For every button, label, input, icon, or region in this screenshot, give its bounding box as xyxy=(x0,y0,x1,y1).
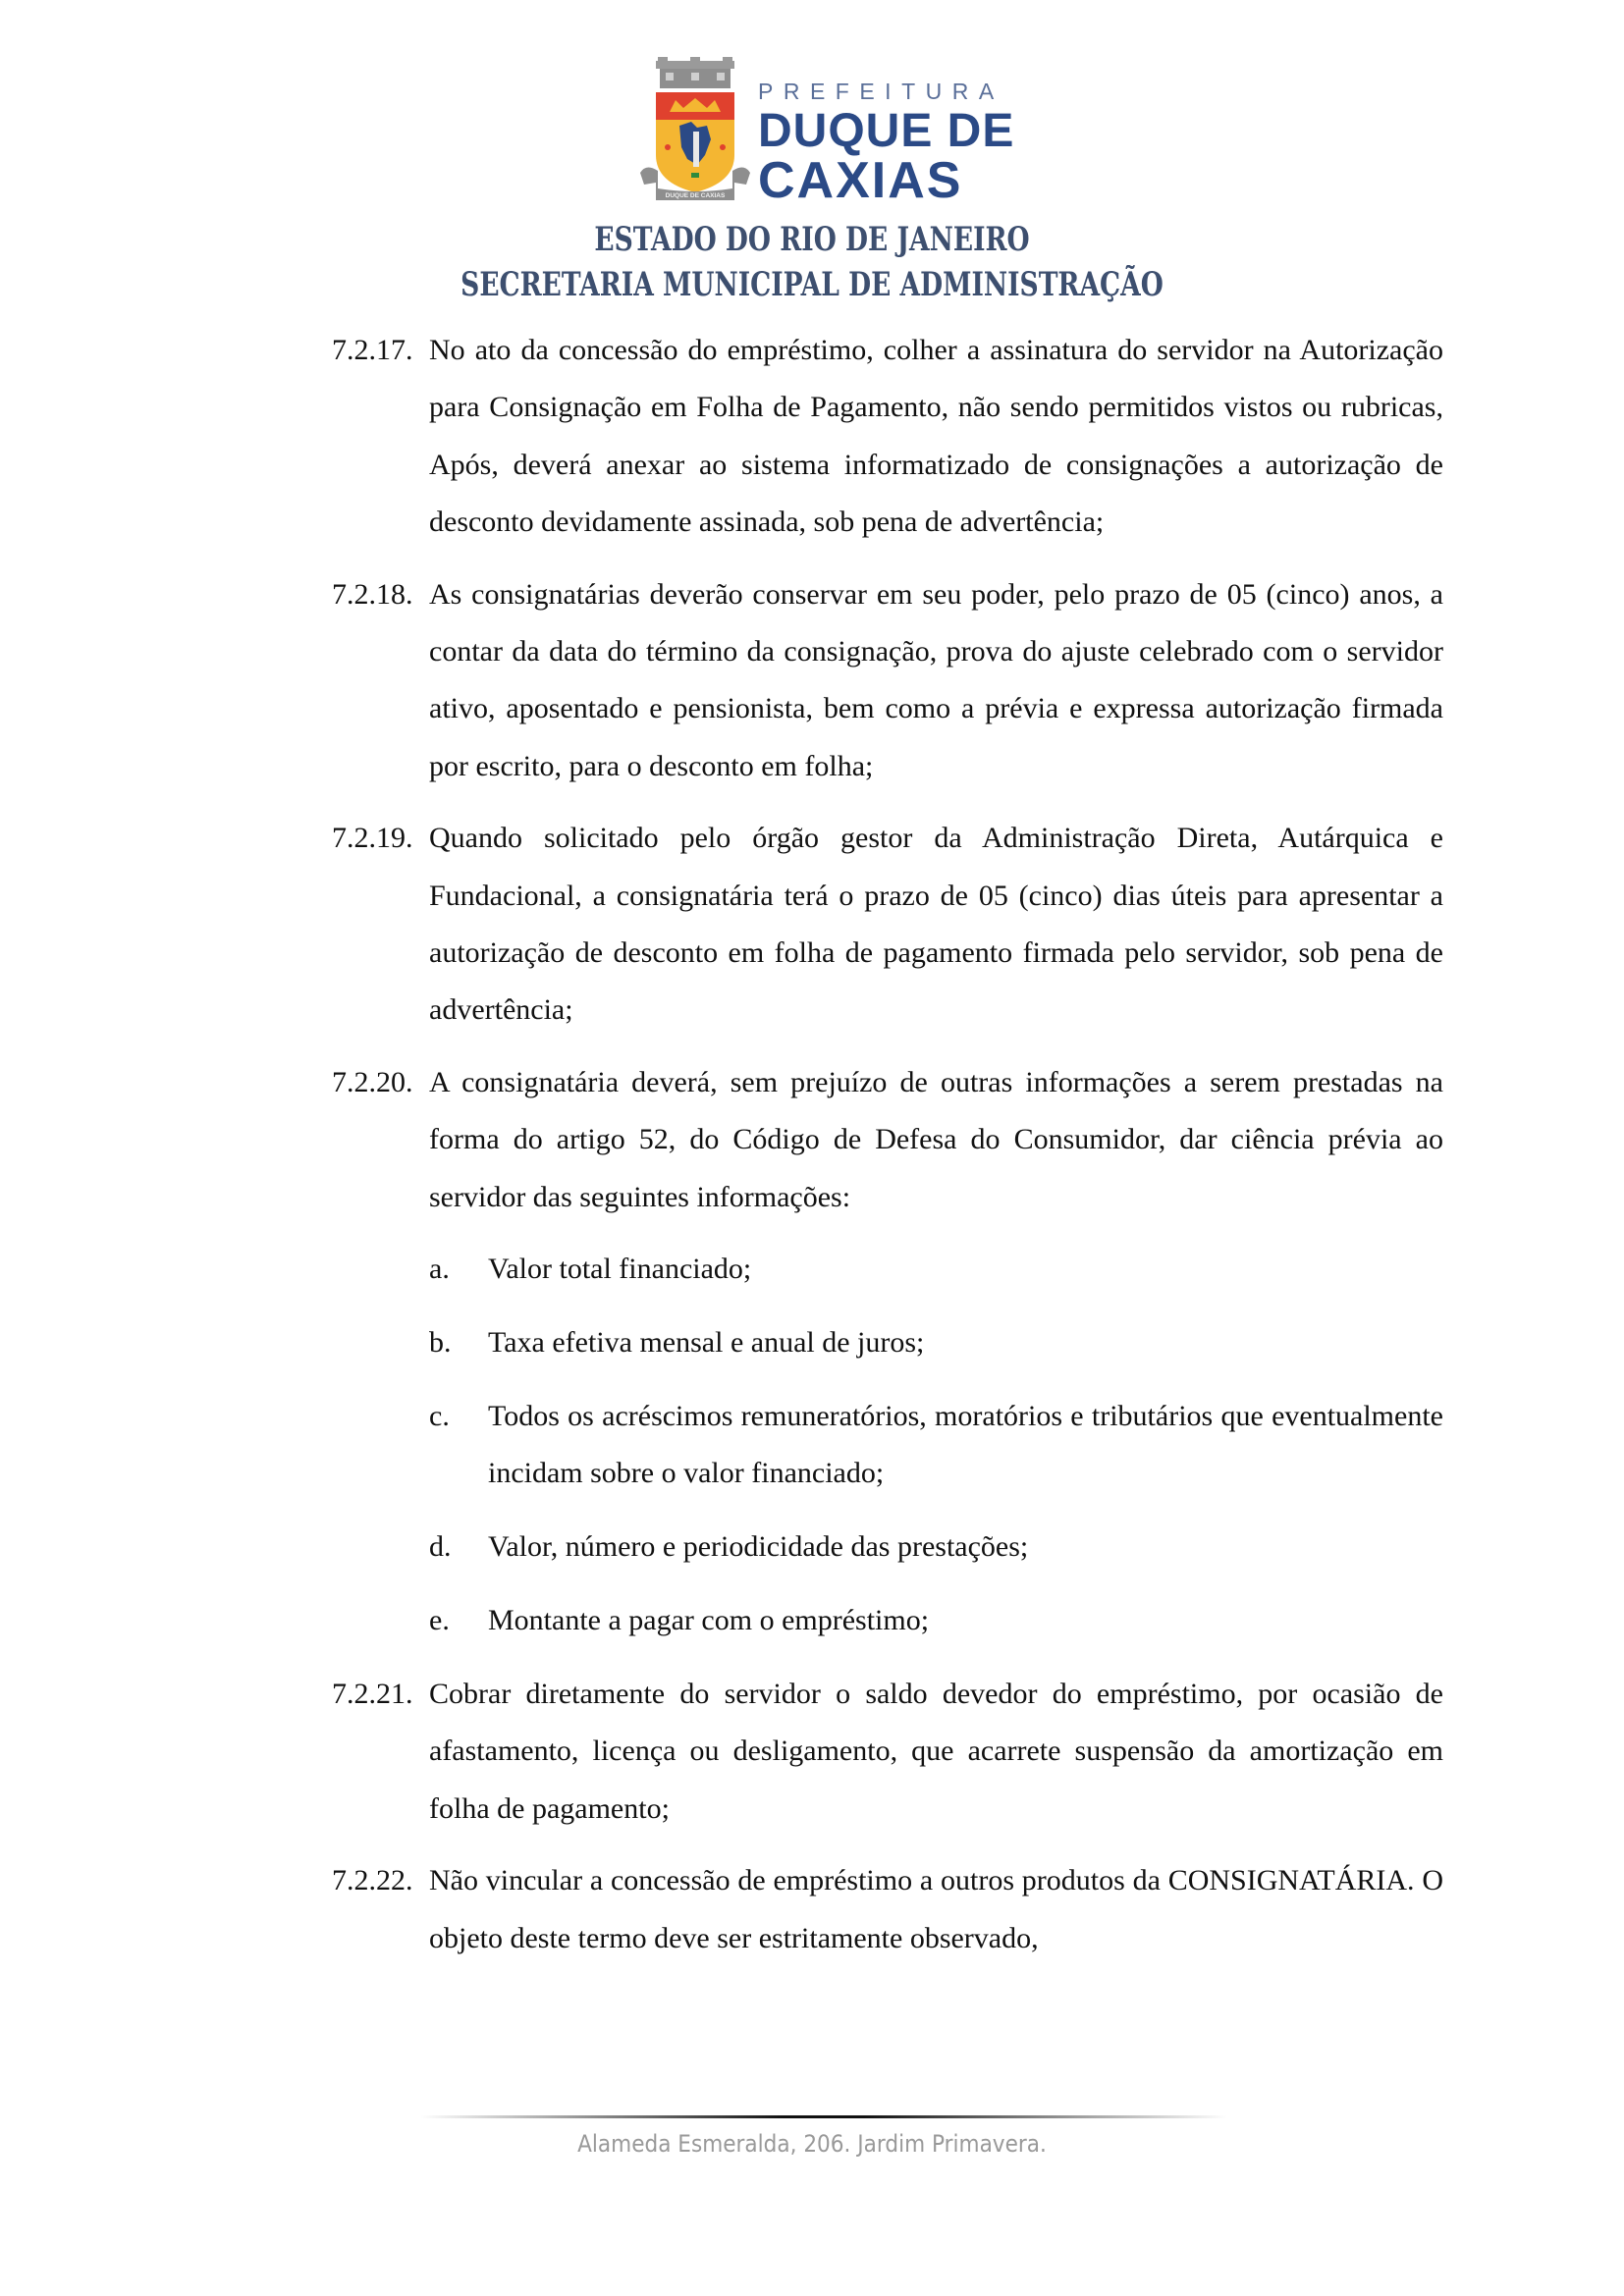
clause-text: Cobrar diretamente do servidor o saldo devedor do empréstimo, por ocasião de afastamento, licença ou desligamento, que acarrete suspensão da amortização em folha de pagamento; xyxy=(429,1678,1443,1825)
coat-of-arms-icon xyxy=(636,57,754,202)
header-state: ESTADO DO RIO DE JANEIRO xyxy=(594,220,1030,259)
clause-number: 7.2.22. xyxy=(332,1864,413,1897)
list-item xyxy=(429,1592,1443,1649)
clause-number: 7.2.21. xyxy=(332,1678,413,1711)
list-item-label: b. xyxy=(429,1326,452,1359)
list-item-text: Valor total financiado; xyxy=(488,1253,752,1286)
list-item xyxy=(429,1314,1443,1371)
clause-number: 7.2.18. xyxy=(332,577,413,611)
list-item-text: Taxa efetiva mensal e anual de juros; xyxy=(488,1326,925,1359)
clause-text: Não vincular a concessão de empréstimo a outros produtos da CONSIGNATÁRIA. O objeto deste termo deve ser estritamente observado, xyxy=(429,1864,1443,1954)
logo-word-prefeitura: PREFEITURA xyxy=(758,79,1004,104)
clause-number: 7.2.19. xyxy=(332,822,413,855)
clause xyxy=(332,1054,1443,1226)
list-item xyxy=(429,1519,1443,1575)
list-item-text: Todos os acréscimos remuneratórios, moratórios e tributários que eventualmente incidam sobre o valor financiado; xyxy=(488,1399,1443,1490)
clause-text: A consignatária deverá, sem prejuízo de outras informações a serem prestadas na forma do artigo 52, do Código de Defesa do Consumidor, dar ciência prévia ao servidor das seguintes informações: xyxy=(429,1065,1443,1213)
logo-word-duque-de: DUQUE DE xyxy=(758,105,1015,157)
footer-address: Alameda Esmeralda, 206. Jardim Primavera. xyxy=(577,2130,1047,2158)
clause-text: As consignatárias deverão conservar em seu poder, pelo prazo de 05 (cinco) anos, a contar da data do término da consignação, prova do ajuste celebrado com o servidor ativo, aposentado e pensionista, bem como a prévia e expressa autorização firmada por escrito, para o desconto em folha; xyxy=(429,577,1443,782)
prefeitura-logo xyxy=(636,57,1015,209)
clause xyxy=(332,566,1443,796)
clause xyxy=(332,322,1443,552)
crest-banner-text: DUQUE DE CAXIAS xyxy=(665,192,726,199)
clause xyxy=(332,1852,1443,1967)
list-item xyxy=(429,1241,1443,1298)
clause-text: No ato da concessão do empréstimo, colher a assinatura do servidor na Autorização para Consignação em Folha de Pagamento, não sendo permitidos vistos ou rubricas, Após, deverá anexar ao sistema informatizado de consignações a autorização de desconto devidamente assinada, sob pena de advertência; xyxy=(429,334,1443,539)
document-body xyxy=(332,322,1443,1982)
list-item-label: c. xyxy=(429,1399,450,1432)
clause xyxy=(332,810,1443,1040)
clause xyxy=(332,1666,1443,1838)
list-item xyxy=(429,1388,1443,1503)
information-list xyxy=(429,1241,1443,1649)
clause-number: 7.2.20. xyxy=(332,1065,413,1098)
clause-number: 7.2.17. xyxy=(332,334,413,366)
logo-word-caxias: CAXIAS xyxy=(758,152,963,209)
header-secretariat: SECRETARIA MUNICIPAL DE ADMINISTRAÇÃO xyxy=(460,265,1164,304)
list-item-label: a. xyxy=(429,1253,450,1286)
list-item-text: Montante a pagar com o empréstimo; xyxy=(488,1604,930,1637)
list-item-label: d. xyxy=(429,1530,452,1564)
list-item-label: e. xyxy=(429,1604,450,1637)
list-item-text: Valor, número e periodicidade das prestações; xyxy=(488,1530,1029,1564)
footer-divider xyxy=(420,2115,1227,2118)
clause-text: Quando solicitado pelo órgão gestor da Administração Direta, Autárquica e Fundacional, a consignatária terá o prazo de 05 (cinco) dias úteis para apresentar a autorização de desconto em folha de pagamento firmada pelo servidor, sob pena de advertência; xyxy=(429,822,1443,1027)
